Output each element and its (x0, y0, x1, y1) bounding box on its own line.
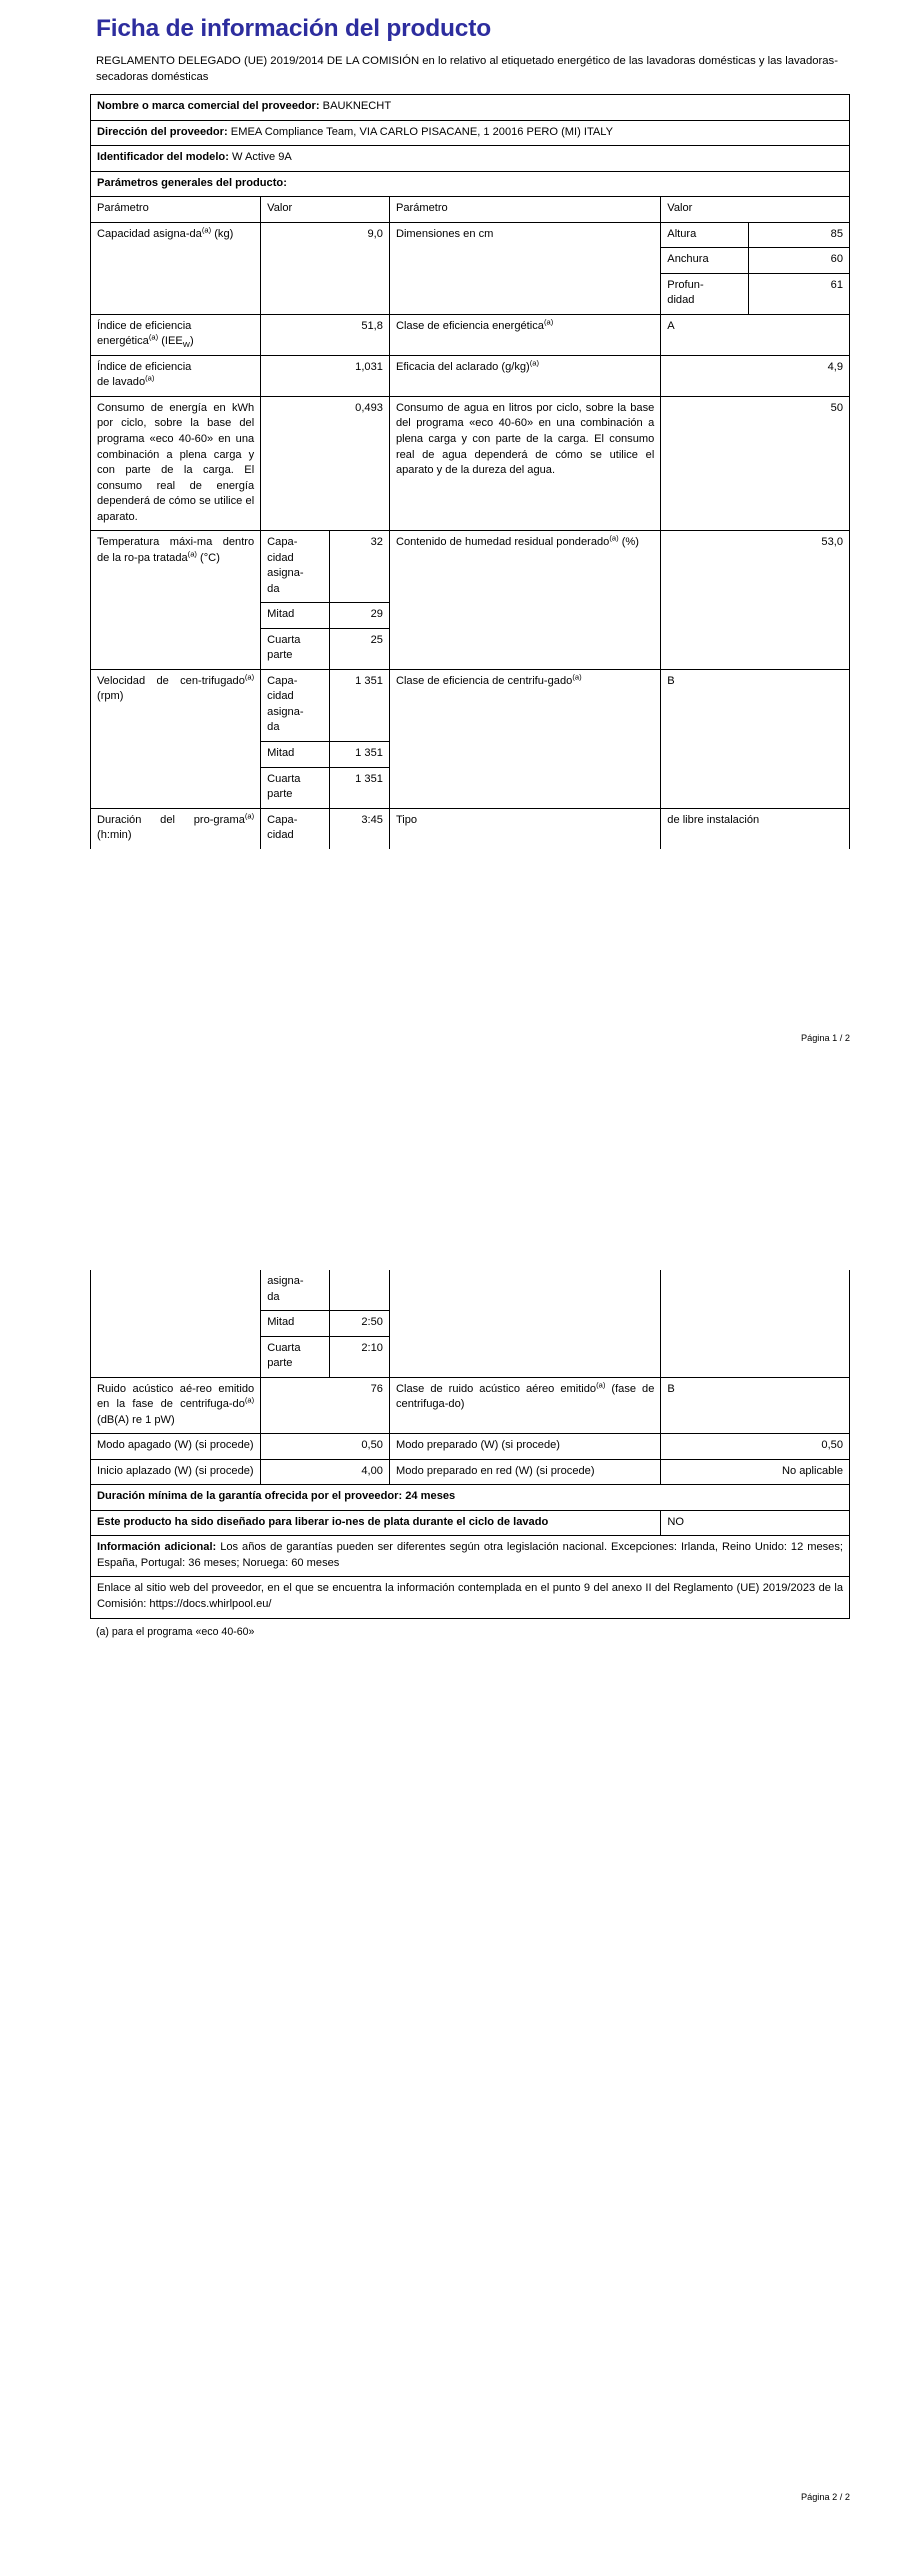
additional-info-text: Los años de garantías pueden ser diferentes según otra legislación nacional. Excepciones: Irlanda, Reino Unido: 12 meses; España, Portugal: 36 meses; Noruega: 60 meses (97, 1541, 843, 1569)
supplier-name-label: Nombre o marca comercial del proveedor: (97, 100, 320, 112)
type-label: Tipo (389, 808, 660, 849)
table-header-row (91, 197, 850, 223)
capacity-label-line1: Capacidad asigna- (97, 227, 190, 240)
duration-name-rated: Capa- cidad (261, 808, 330, 849)
spin-name-rated: Capa- cidad asigna- da (261, 670, 329, 742)
max-temp-label (91, 531, 261, 670)
eei-value: 51,8 (261, 314, 390, 355)
duration-subtable (261, 1270, 389, 1377)
table-row-duration-continued (91, 1270, 850, 1377)
duration-label (91, 808, 261, 849)
washing-eff-label-line2: de lavado (97, 376, 146, 389)
eei-symbol: (IEE (161, 335, 183, 348)
additional-info-label: Información adicional: (97, 1541, 217, 1554)
max-temp-unit: (°C) (200, 551, 220, 564)
model-id-cell (91, 146, 850, 172)
spin-row-half (261, 742, 389, 768)
temp-name-half: Mitad (261, 603, 329, 629)
page-number-1: Página 1 / 2 (800, 1033, 850, 1043)
supplier-address-cell (91, 120, 850, 146)
temp-name-quarter: Cuarta parte (267, 633, 301, 662)
product-info-table-continued (90, 1270, 850, 1619)
dimensions-label: Dimensiones en cm (389, 222, 660, 314)
water-consumption-value: 50 (661, 396, 850, 530)
eei-symbol-close: ) (189, 335, 194, 348)
energy-consumption-label: Consumo de energía en kWh por ciclo, sobre la base del programa «eco 40-60» en una combinación a plena carga y con parte de la carga. El consumo real de energía dependerá de cómo se utilice el aparato. (91, 396, 261, 530)
general-params-heading: Parámetros generales del producto: (91, 171, 850, 197)
duration-value-rated: 3:45 (330, 808, 390, 849)
noise-class-value: B (661, 1377, 850, 1434)
spin-value-half: 1 351 (330, 742, 389, 768)
eei-label (91, 314, 261, 355)
spin-value-rated: 1 351 (330, 670, 389, 742)
duration-row-half (261, 1311, 389, 1337)
additional-info-cell (91, 1536, 850, 1577)
header-param-1: Parámetro (91, 197, 261, 223)
table-row-consumption (91, 396, 850, 530)
table-row-capacity-dimensions (91, 222, 850, 314)
off-mode-value: 0,50 (261, 1434, 390, 1460)
table-row-noise (91, 1377, 850, 1434)
warranty-label: Duración mínima de la garantía ofrecida por el proveedor: (97, 1490, 403, 1503)
duration-footnote-marker: (a) (244, 810, 255, 820)
noise-unit: (dB(A) re 1 pW) (97, 1413, 175, 1426)
spin-speed-subtable-cell (261, 669, 390, 808)
washing-eff-footnote-marker: (a) (145, 373, 155, 383)
spin-name-quarter: Cuarta parte (267, 772, 301, 801)
duration-unit: (h:min) (97, 829, 132, 842)
type-value-continued (661, 1270, 850, 1377)
max-temp-label-text: Temperatura máxi-ma dentro de la ro-pa tratada (97, 536, 255, 564)
temp-name-rated: Capa- cidad asigna- da (261, 531, 329, 603)
page-2-content (90, 1270, 850, 1638)
network-standby-label: Modo preparado en red (W) (si procede) (389, 1459, 660, 1485)
energy-consumption-value: 0,493 (261, 396, 390, 530)
table-row-delay-network (91, 1459, 850, 1485)
silver-ions-label: Este producto ha sido diseñado para liberar io-nes de plata durante el ciclo de lavado (91, 1510, 661, 1536)
energy-class-label-text: Clase de eficiencia energética (395, 319, 544, 332)
supplier-address-value: EMEA Compliance Team, VIA CARLO PISACANE, 1 20016 PERO (MI) ITALY (230, 125, 614, 138)
rinsing-eff-label (389, 355, 660, 396)
supplier-address-label: Dirección del proveedor: (97, 125, 228, 138)
regulation-intro: REGLAMENTO DELEGADO (UE) 2019/2014 DE LA COMISIÓN en lo relativo al etiquetado energético de las lavadoras domésticas y las lavadoras-secadoras domésticas (96, 54, 838, 83)
product-info-table (90, 94, 850, 849)
temp-row-quarter (261, 628, 389, 669)
header-param-2: Parámetro (389, 197, 660, 223)
eei-label-line1: Índice de eficiencia (97, 319, 192, 332)
rinsing-eff-label-text: Eficacia del aclarado (g/kg) (395, 360, 530, 373)
temp-row-half (261, 603, 389, 629)
off-mode-label: Modo apagado (W) (si procede) (91, 1434, 261, 1460)
residual-moisture-value: 53,0 (661, 531, 850, 670)
table-row-off-standby (91, 1434, 850, 1460)
table-row-web-link (91, 1577, 850, 1618)
table-row-spin-speed (91, 669, 850, 808)
spin-name-half: Mitad (261, 742, 329, 768)
dimensions-subtable (661, 223, 849, 314)
rinsing-eff-value: 4,9 (661, 355, 850, 396)
rinsing-eff-footnote-marker: (a) (529, 358, 540, 368)
dimension-name-depth: Profun- didad (667, 278, 704, 307)
spin-speed-footnote-marker: (a) (244, 672, 255, 682)
duration-value-half: 2:50 (330, 1311, 389, 1337)
model-id-value: W Active 9A (232, 151, 292, 164)
water-consumption-label: Consumo de agua en litros por ciclo, sobre la base del programa «eco 40-60» en una combinación a plena carga y con parte de la carga. El consumo real de agua dependerá de cómo se utilice el aparato y de la dureza del agua. (389, 396, 660, 530)
table-row-additional-info (91, 1536, 850, 1577)
spin-class-label-text: Clase de eficiencia de centrifu-gado (395, 674, 573, 687)
dimension-value-height: 85 (748, 223, 849, 248)
residual-moisture-footnote-marker: (a) (609, 533, 619, 543)
page-number-2: Página 2 / 2 (800, 2492, 850, 2502)
table-row-model-id (91, 146, 850, 172)
table-footnote: (a) para el programa «eco 40-60» (96, 1625, 255, 1638)
network-standby-value: No aplicable (661, 1459, 850, 1485)
dimensions-subtable-cell (661, 222, 850, 314)
dimension-name-height: Altura (661, 223, 748, 248)
page-1 (0, 0, 905, 1270)
table-row-duration-partial (91, 808, 850, 849)
table-row-general-params (91, 171, 850, 197)
warranty-cell (91, 1485, 850, 1511)
table-row-warranty (91, 1485, 850, 1511)
page-title: Ficha de información del producto (96, 15, 491, 42)
delay-start-label: Inicio aplazado (W) (si procede) (91, 1459, 261, 1485)
eei-label-line2: energética (97, 335, 149, 348)
max-temp-subtable (261, 531, 389, 669)
table-row-supplier-name (91, 95, 850, 121)
residual-moisture-label (389, 531, 660, 670)
temp-row-rated (261, 531, 389, 603)
web-link-cell[interactable] (91, 1577, 850, 1618)
residual-moisture-label-text: Contenido de humedad residual ponderado (395, 536, 610, 549)
web-link-text: Enlace al sitio web del proveedor, en el que se encuentra la información contemplada en el punto 9 del anexo II del Reglamento (UE) 2019/2023 de la Comisión: (97, 1582, 843, 1610)
noise-label-text: Ruido acústico aé-reo emitido en la fase de centrifuga-do (97, 1382, 255, 1411)
washing-eff-label (91, 355, 261, 396)
page-1-content (90, 0, 850, 849)
residual-moisture-unit: (%) (621, 536, 639, 549)
header-value-1: Valor (261, 197, 390, 223)
dimension-row-depth (661, 273, 849, 314)
capacity-footnote-marker: (a) (201, 224, 212, 234)
spin-speed-label (91, 669, 261, 808)
noise-footnote-marker: (a) (244, 1395, 255, 1405)
spin-row-rated (261, 670, 389, 742)
max-temp-footnote-marker: (a) (187, 549, 197, 558)
spin-speed-label-text: Velocidad de cen-trifugado (97, 674, 245, 687)
duration-row-quarter (261, 1336, 389, 1377)
duration-value-quarter: 2:10 (330, 1336, 389, 1377)
spin-speed-subtable (261, 670, 389, 808)
standby-mode-label: Modo preparado (W) (si procede) (389, 1434, 660, 1460)
delay-start-value: 4,00 (261, 1459, 390, 1485)
spin-class-label (389, 669, 660, 808)
duration-name-rated-cont: asigna- da (261, 1270, 329, 1311)
noise-class-label-text: Clase de ruido acústico aéreo emitido (395, 1382, 597, 1395)
eei-footnote-marker: (a) (148, 332, 159, 342)
spin-class-value: B (661, 669, 850, 808)
dimension-value-depth: 61 (748, 273, 849, 314)
washing-eff-value: 1,031 (261, 355, 390, 396)
capacity-unit: (kg) (214, 227, 234, 240)
temp-value-quarter: 25 (330, 628, 389, 669)
energy-class-footnote-marker: (a) (543, 317, 554, 327)
dimension-name-width: Anchura (661, 248, 748, 274)
noise-class-label (389, 1377, 660, 1434)
capacity-label (91, 222, 261, 314)
table-row-eei (91, 314, 850, 355)
noise-class-phase: (fase de centrifuga-do) (395, 1382, 655, 1411)
table-row-temperature (91, 531, 850, 670)
noise-label (91, 1377, 261, 1434)
supplier-name-value: BAUKNECHT (322, 100, 392, 112)
capacity-value: 9,0 (261, 222, 390, 314)
model-id-label: Identificador del modelo: (97, 151, 229, 164)
capacity-label-line2: da (189, 227, 202, 240)
temp-value-rated: 32 (330, 531, 389, 603)
type-value: de libre instalación (661, 808, 850, 849)
noise-class-footnote-marker: (a) (596, 1379, 606, 1389)
duration-label-continued (91, 1270, 261, 1377)
energy-class-value: A (661, 314, 850, 355)
dimension-row-width (661, 248, 849, 274)
duration-name-half: Mitad (261, 1311, 329, 1337)
table-row-supplier-address (91, 120, 850, 146)
spin-speed-unit: (rpm) (97, 690, 124, 703)
spin-value-quarter: 1 351 (330, 767, 389, 808)
energy-class-label (389, 314, 660, 355)
supplier-name-cell (91, 95, 850, 121)
duration-value-rated-cont (330, 1270, 389, 1311)
standby-mode-value: 0,50 (661, 1434, 850, 1460)
washing-eff-label-line1: Índice de eficiencia (97, 360, 192, 373)
max-temp-subtable-cell (261, 531, 390, 670)
header-value-2: Valor (661, 197, 850, 223)
silver-ions-value: NO (661, 1510, 850, 1536)
duration-row-rated-cont (261, 1270, 389, 1311)
spin-row-quarter (261, 767, 389, 808)
page-2 (0, 1270, 905, 2560)
dimension-value-width: 60 (748, 248, 849, 274)
table-row-silver-ions (91, 1510, 850, 1536)
dimension-row-height (661, 223, 849, 248)
duration-subtable-cell (261, 1270, 390, 1377)
temp-value-half: 29 (330, 603, 389, 629)
noise-value: 76 (261, 1377, 390, 1434)
spin-class-footnote-marker: (a) (572, 672, 582, 682)
type-label-continued (389, 1270, 660, 1377)
eei-symbol-subscript: W (182, 340, 190, 350)
duration-name-quarter: Cuarta parte (267, 1341, 301, 1370)
warranty-value: 24 meses (405, 1490, 456, 1503)
table-row-washing-efficiency (91, 355, 850, 396)
web-link-url[interactable]: https://docs.whirlpool.eu/ (149, 1597, 272, 1610)
duration-label-text: Duración del pro-grama (97, 813, 245, 826)
